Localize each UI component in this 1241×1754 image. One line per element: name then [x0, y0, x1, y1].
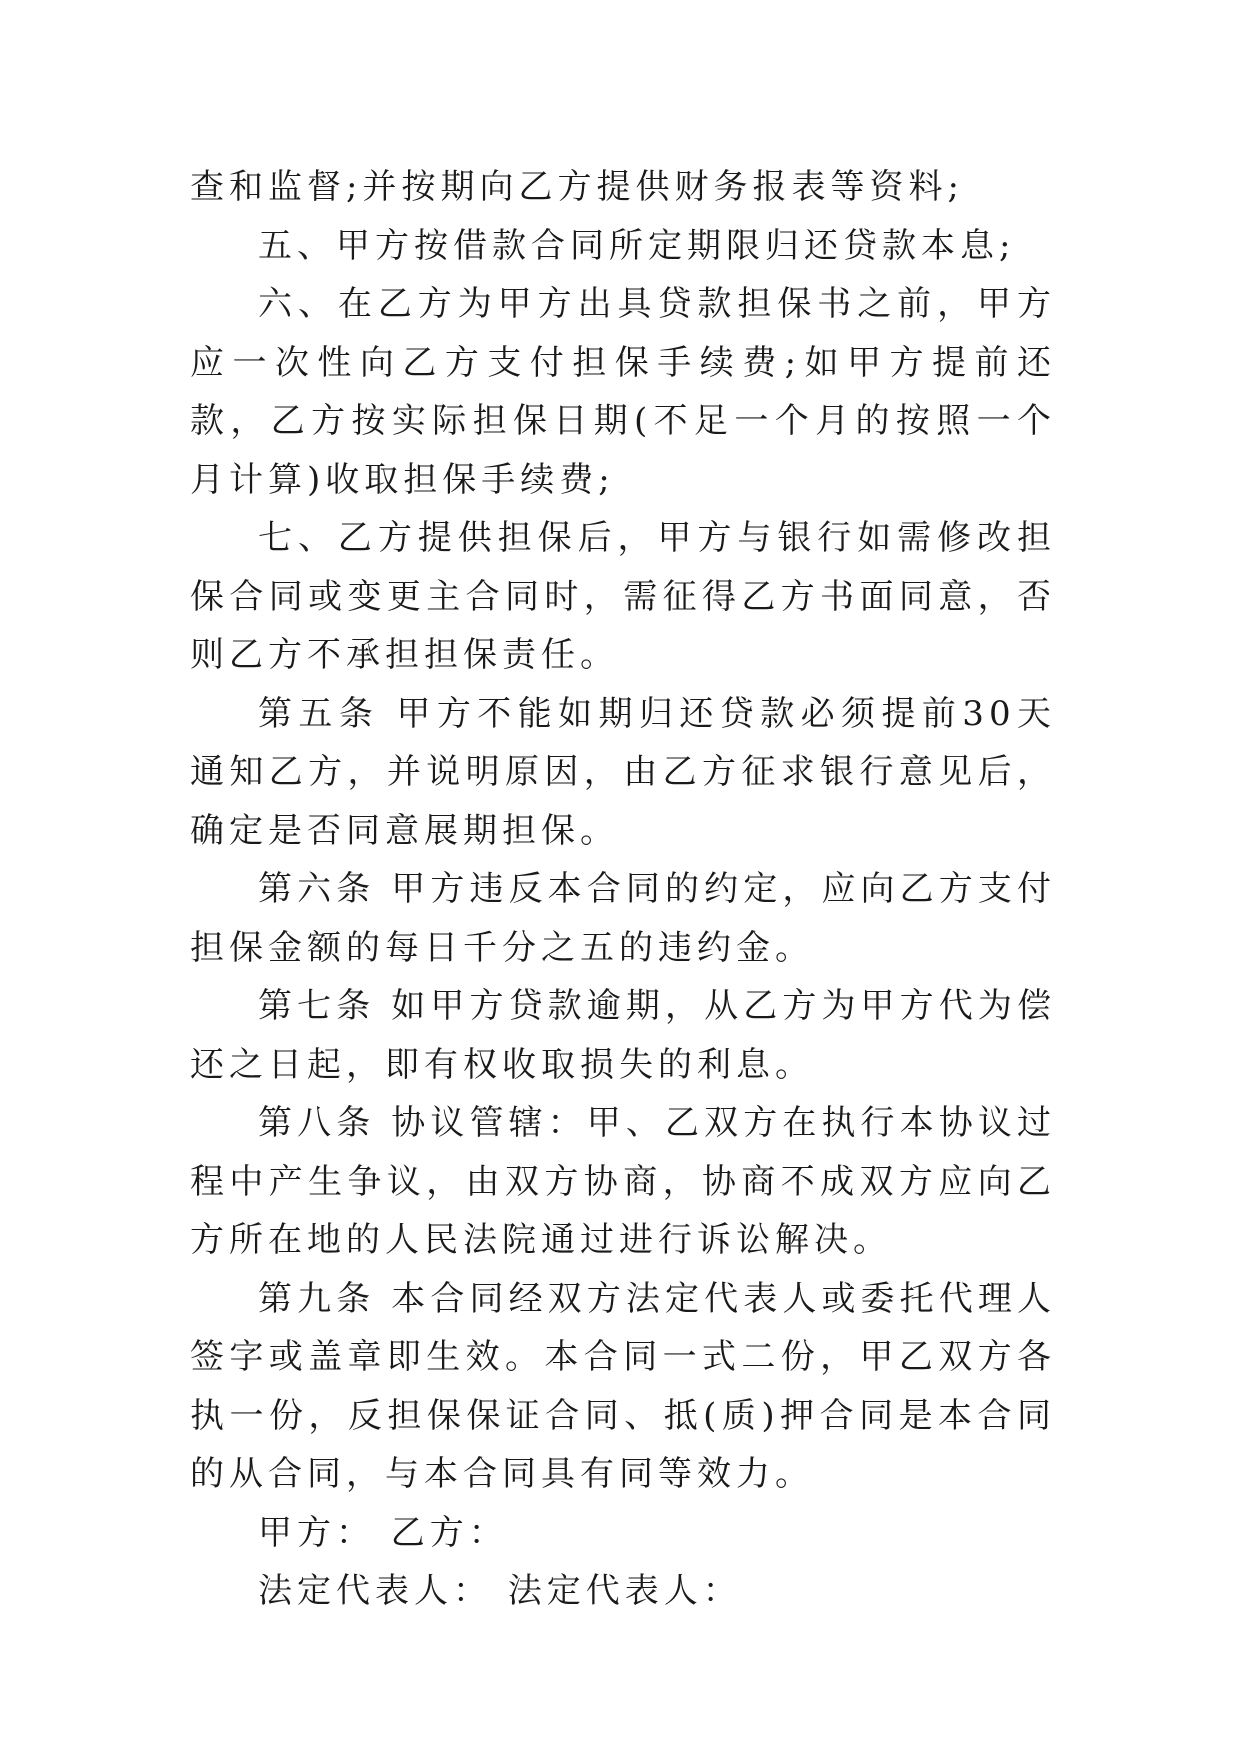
signature-representatives: 法定代表人： 法定代表人：	[258, 1571, 742, 1611]
clause-item-5: 五、甲方按借款合同所定期限归还贷款本息;	[258, 225, 1016, 266]
article-5: 第五条 甲方不能如期归还贷款必须提前30天通知乙方，并说明原因，由乙方征求银行意见后，确定是否同意展期担保。	[190, 693, 1056, 851]
paragraph-1: 查和监督;并按期向乙方提供财务报表等资料;	[190, 167, 964, 207]
article-9: 第九条 本合同经双方法定代表人或委托代理人签字或盖章即生效。本合同一式二份，甲乙双方各执一份，反担保保证合同、抵(质)押合同是本合同的从合同，与本合同具有同等效力。	[190, 1278, 1056, 1494]
signature-parties: 甲方： 乙方：	[258, 1512, 508, 1553]
article-6: 第六条 甲方违反本合同的约定，应向乙方支付担保金额的每日千分之五的违约金。	[190, 869, 1056, 968]
article-7: 第七条 如甲方贷款逾期，从乙方为甲方代为偿还之日起，即有权收取损失的利息。	[190, 986, 1056, 1085]
document-page	[190, 158, 1056, 1621]
article-8: 第八条 协议管辖：甲、乙双方在执行本协议过程中产生争议，由双方协商，协商不成双方应向乙方所在地的人民法院通过进行诉讼解决。	[190, 1103, 1056, 1260]
clause-item-7: 七、乙方提供担保后，甲方与银行如需修改担保合同或变更主合同时，需征得乙方书面同意，否则乙方不承担担保责任。	[190, 518, 1056, 675]
clause-item-6: 六、在乙方为甲方出具贷款担保书之前，甲方应一次性向乙方支付担保手续费;如甲方提前还款，乙方按实际担保日期(不足一个月的按照一个月计算)收取担保手续费;	[190, 284, 1056, 500]
